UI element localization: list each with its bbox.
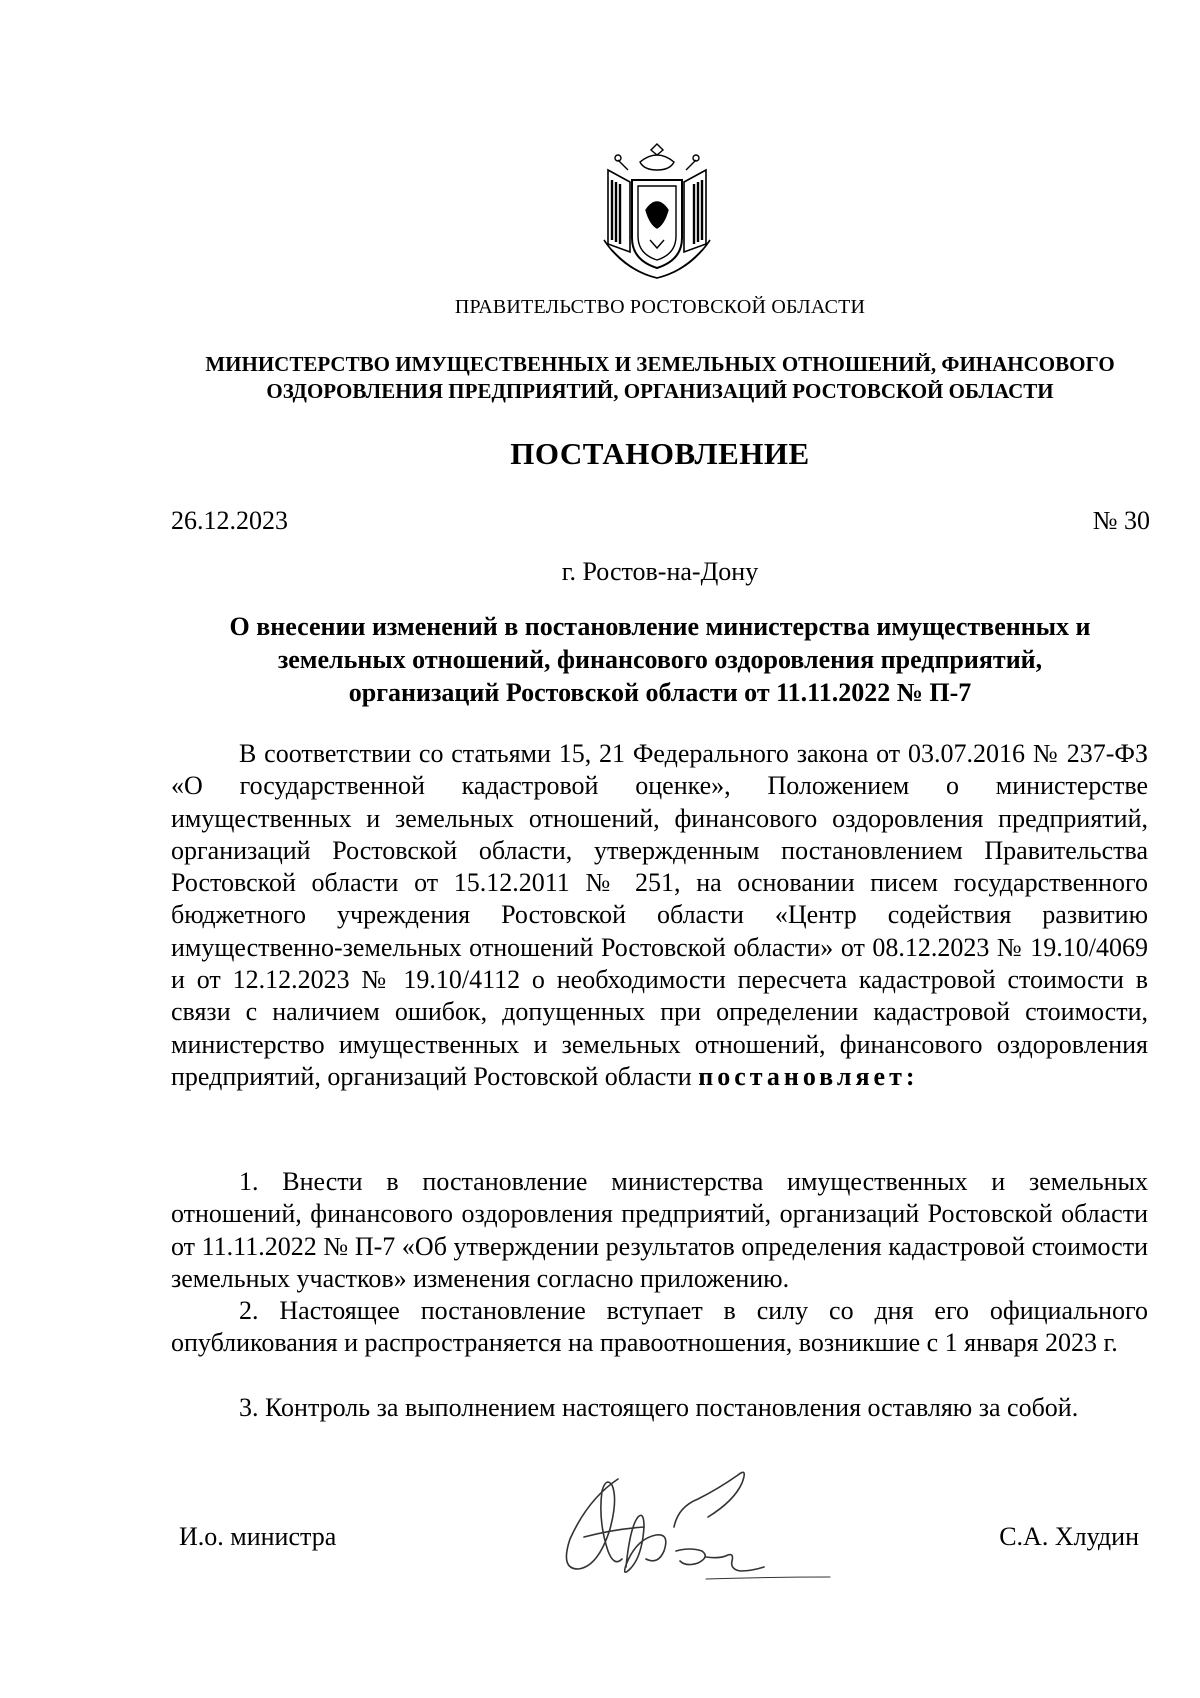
document-type: ПОСТАНОВЛЕНИЕ	[510, 436, 810, 471]
item-2	[171, 1295, 1148, 1360]
signatory-name: С.А. Хлудин	[999, 1522, 1139, 1551]
item-3-text: 3. Контроль за выполнением настоящего постановления оставляю за собой.	[239, 1393, 1079, 1422]
ministry-name-line1: МИНИСТЕРСТВО ИМУЩЕСТВЕННЫХ И ЗЕМЕЛЬНЫХ ОТНОШЕНИЙ, ФИНАНСОВОГО	[205, 352, 1115, 376]
subject-line1: О внесении изменений в постановление министерства имущественных и	[229, 612, 1091, 641]
document-date: 26.12.2023	[171, 506, 288, 535]
signatory-position: И.о. министра	[179, 1522, 337, 1551]
subject-line2: земельных отношений, финансового оздоровления предприятий,	[277, 645, 1043, 674]
document-subject	[170, 610, 1150, 709]
ministry-name	[170, 351, 1150, 405]
coat-of-arms-icon	[598, 140, 716, 282]
preamble-text: В соответствии со статьями 15, 21 Федерального закона от 03.07.2016 № 237-ФЗ «О государственной кадастровой оценке», Положением о министерстве имущественных и земельных отношений, финансового оздоровления предприятий, организаций Ростовской области, утвержденным постановлением Правительства Ростовской области от 15.12.2011 № 251, на основании писем государственного бюджетного учреждения Ростовской области «Центр содействия развитию имущественно-земельных отношений Ростовской области» от 08.12.2023 № 19.10/4069 и от 12.12.2023 № 19.10/4112 о необходимости пересчета кадастровой стоимости в связи с наличием ошибок, допущенных при определении кадастровой стоимости, министерство имущественных и земельных отношений, финансового оздоровления предприятий, организаций Ростовской области	[171, 739, 1148, 1091]
subject-line3: организаций Ростовской области от 11.11.2022 № П-7	[348, 678, 972, 707]
item-2-text: 2. Настоящее постановление вступает в силу со дня его официального опубликования и распространяется на правоотношения, возникшие с 1 января 2023 г.	[171, 1296, 1148, 1358]
item-3	[171, 1392, 1148, 1424]
signature-icon	[556, 1467, 836, 1607]
government-name: ПРАВИТЕЛЬСТВО РОСТОВСКОЙ ОБЛАСТИ	[454, 296, 866, 318]
document-city: г. Ростов-на-Дону	[561, 557, 759, 586]
document-number: № 30	[1092, 506, 1150, 535]
item-1-text: 1. Внести в постановление министерства имущественных и земельных отношений, финансового оздоровления предприятий, организаций Ростовской области от 11.11.2022 № П-7 «Об утверждении результатов определения кадастровой стоимости земельных участков» изменения согласно приложению.	[171, 1167, 1148, 1293]
resolves-word: постановляет:	[698, 1061, 919, 1091]
item-1	[171, 1166, 1148, 1295]
preamble-paragraph	[171, 738, 1148, 1093]
ministry-name-line2: ОЗДОРОВЛЕНИЯ ПРЕДПРИЯТИЙ, ОРГАНИЗАЦИЙ РОСТОВСКОЙ ОБЛАСТИ	[266, 379, 1054, 403]
